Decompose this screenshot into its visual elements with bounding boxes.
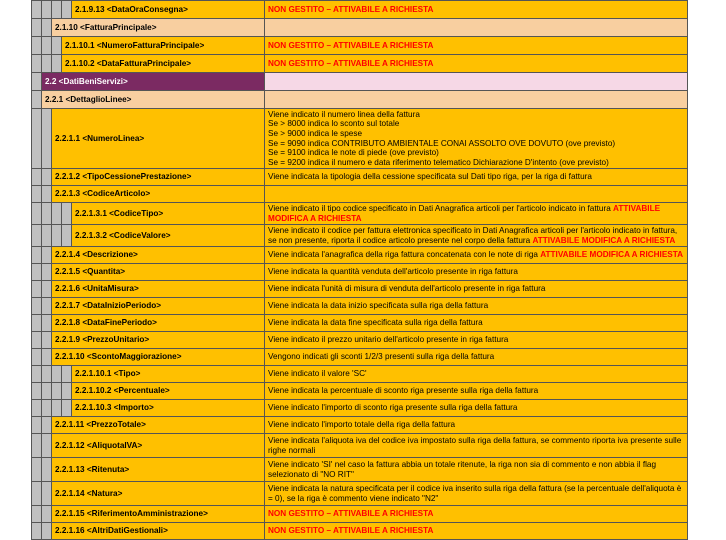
- field-description: Vengono indicati gli sconti 1/2/3 presenti sulla riga della fattura: [265, 349, 688, 366]
- status-note: ATTIVABILE MODIFICA A RICHIESTA: [268, 203, 661, 223]
- field-description: [265, 186, 688, 203]
- section-key: 2.1.10 <FatturaPrincipale>: [52, 19, 265, 37]
- field-description: Viene indicata la tipologia della cessione specificata sul Dati tipo riga, per la riga di fattura: [265, 169, 688, 186]
- table-row: [32, 366, 688, 383]
- field-description: [265, 19, 688, 37]
- table-row: [32, 349, 688, 366]
- field-key: 2.1.10.2 <DataFatturaPrincipale>: [62, 55, 265, 73]
- table-row: [32, 458, 688, 482]
- field-key: 2.2.1.14 <Natura>: [52, 482, 265, 506]
- field-key: 2.2.1.11 <PrezzoTotale>: [52, 417, 265, 434]
- status-note: NON GESTITO – ATTIVABILE A RICHIESTA: [268, 58, 434, 68]
- description-line: Se = 9090 indica CONTRIBUTO AMBIENTALE CONAI ASSOLTO OVE DOVUTO (ove previsto): [268, 138, 616, 148]
- field-description: [265, 506, 688, 523]
- field-description: Viene indicato 'SI' nel caso la fattura abbia un totale ritenute, la riga non sia di commento e non abbia il flag selezionato di "NO RIT": [265, 458, 688, 482]
- table-row: [32, 264, 688, 281]
- field-key: 2.2.1.10.2 <Percentuale>: [72, 383, 265, 400]
- table-row: [32, 400, 688, 417]
- table-row: [32, 315, 688, 332]
- table-row: [32, 19, 688, 37]
- field-key: 2.2.1.8 <DataFinePeriodo>: [52, 315, 265, 332]
- table-row: [32, 298, 688, 315]
- field-key: 2.2.1.1 <NumeroLinea>: [52, 109, 265, 169]
- section-key: 2.2 <DatiBeniServizi>: [42, 73, 265, 91]
- field-description: Viene indicato l'importo totale della riga della fattura: [265, 417, 688, 434]
- field-key: 2.2.1.12 <AliquotaIVA>: [52, 434, 265, 458]
- description-line: Viene indicato il numero linea della fattura: [268, 109, 420, 119]
- status-note: NON GESTITO – ATTIVABILE A RICHIESTA: [268, 526, 434, 536]
- field-description: [265, 37, 688, 55]
- field-description: Viene indicato il tipo codice specificato in Dati Anagrafica articoli per l'articolo indicato in fattura ATTIVABILE MODIFICA A RICHIESTA: [265, 203, 688, 225]
- table-row: [32, 434, 688, 458]
- table-row: [32, 247, 688, 264]
- table-row: [32, 225, 688, 247]
- field-key: 2.1.10.1 <NumeroFatturaPrincipale>: [62, 37, 265, 55]
- field-description: Viene indicata la data fine specificata sulla riga della fattura: [265, 315, 688, 332]
- field-description: Viene indicata la percentuale di sconto riga presente sulla riga della fattura: [265, 383, 688, 400]
- table-row: [32, 55, 688, 73]
- field-key: 2.2.1.3.2 <CodiceValore>: [72, 225, 265, 247]
- field-key: 2.2.1.13 <Ritenuta>: [52, 458, 265, 482]
- table-row: [32, 37, 688, 55]
- field-key: 2.2.1.3 <CodiceArticolo>: [52, 186, 265, 203]
- field-description: Viene indicata l'unità di misura di venduta dell'articolo presente in riga fattura: [265, 281, 688, 298]
- field-description: [265, 55, 688, 73]
- field-key: 2.2.1.9 <PrezzoUnitario>: [52, 332, 265, 349]
- field-key: 2.2.1.6 <UnitaMisura>: [52, 281, 265, 298]
- field-description: Viene indicato l'importo di sconto riga presente sulla riga della fattura: [265, 400, 688, 417]
- table-row: [32, 91, 688, 109]
- table-row: [32, 506, 688, 523]
- field-key: 2.2.1.2 <TipoCessionePrestazione>: [52, 169, 265, 186]
- field-description: Viene indicata la data inizio specificata sulla riga della fattura: [265, 298, 688, 315]
- description-line: Se = 9200 indica il numero e data riferimento telematico Dichiarazione D'intento (ove previsto): [268, 157, 609, 167]
- description-line: Se > 8000 indica lo sconto sul totale: [268, 119, 400, 129]
- field-description: [265, 1, 688, 19]
- section-key: 2.2.1 <DettaglioLinee>: [42, 91, 265, 109]
- table-row: [32, 186, 688, 203]
- field-key: 2.2.1.7 <DataInizioPeriodo>: [52, 298, 265, 315]
- description-line: Se = 9100 indica le note di piede (ove previsto): [268, 148, 439, 158]
- field-key: 2.2.1.4 <Descrizione>: [52, 247, 265, 264]
- field-description: Viene indicata la natura specificata per il codice iva inserito sulla riga della fattura (se la percentuale dell'aliquota è = 0), se la riga è commento viene indicato "N2": [265, 482, 688, 506]
- table-row: [32, 169, 688, 186]
- table-row: [32, 332, 688, 349]
- status-note: NON GESTITO – ATTIVABILE A RICHIESTA: [268, 509, 434, 519]
- field-description: Viene indicata l'anagrafica della riga fattura concatenata con le note di riga ATTIVABILE MODIFICA A RICHIESTA: [265, 247, 688, 264]
- field-description: [265, 73, 688, 91]
- table-row: [32, 73, 688, 91]
- field-key: 2.2.1.10.3 <Importo>: [72, 400, 265, 417]
- table-row: [32, 203, 688, 225]
- status-note: NON GESTITO – ATTIVABILE A RICHIESTA: [268, 40, 434, 50]
- field-description: Viene indicata l'aliquota iva del codice iva impostato sulla riga della fattura, se commento riporta iva presente sulle righe normali: [265, 434, 688, 458]
- field-description: Viene indicato il prezzo unitario dell'articolo presente in riga fattura: [265, 332, 688, 349]
- field-description: [265, 109, 688, 169]
- table-row: [32, 417, 688, 434]
- status-note: NON GESTITO – ATTIVABILE A RICHIESTA: [268, 4, 434, 14]
- field-description: [265, 523, 688, 540]
- field-key: 2.1.9.13 <DataOraConsegna>: [72, 1, 265, 19]
- field-description: Viene indicata la quantità venduta dell'articolo presente in riga fattura: [265, 264, 688, 281]
- status-note: ATTIVABILE MODIFICA A RICHIESTA: [540, 250, 684, 260]
- table-row: [32, 109, 688, 169]
- field-key: 2.2.1.10.1 <Tipo>: [72, 366, 265, 383]
- description-line: Se > 9000 indica le spese: [268, 128, 362, 138]
- table-row: [32, 482, 688, 506]
- table-row: [32, 281, 688, 298]
- status-note: ATTIVABILE MODIFICA A RICHIESTA: [532, 235, 676, 245]
- spec-table: [31, 0, 688, 540]
- field-key: 2.2.1.5 <Quantita>: [52, 264, 265, 281]
- table-row: [32, 1, 688, 19]
- field-description: Viene indicato il valore 'SC': [265, 366, 688, 383]
- field-description: Viene indicato il codice per fattura elettronica specificato in Dati Anagrafica articoli per l'articolo indicato in fattura, se non presente, riporta il codice articolo presente nel corpo della fattura ATTIVABILE MODIFICA A RICHIESTA: [265, 225, 688, 247]
- field-key: 2.2.1.3.1 <CodiceTipo>: [72, 203, 265, 225]
- field-description: [265, 91, 688, 109]
- table-row: [32, 383, 688, 400]
- field-key: 2.2.1.10 <ScontoMaggiorazione>: [52, 349, 265, 366]
- field-key: 2.2.1.15 <RiferimentoAmministrazione>: [52, 506, 265, 523]
- field-key: 2.2.1.16 <AltriDatiGestionali>: [52, 523, 265, 540]
- table-row: [32, 523, 688, 540]
